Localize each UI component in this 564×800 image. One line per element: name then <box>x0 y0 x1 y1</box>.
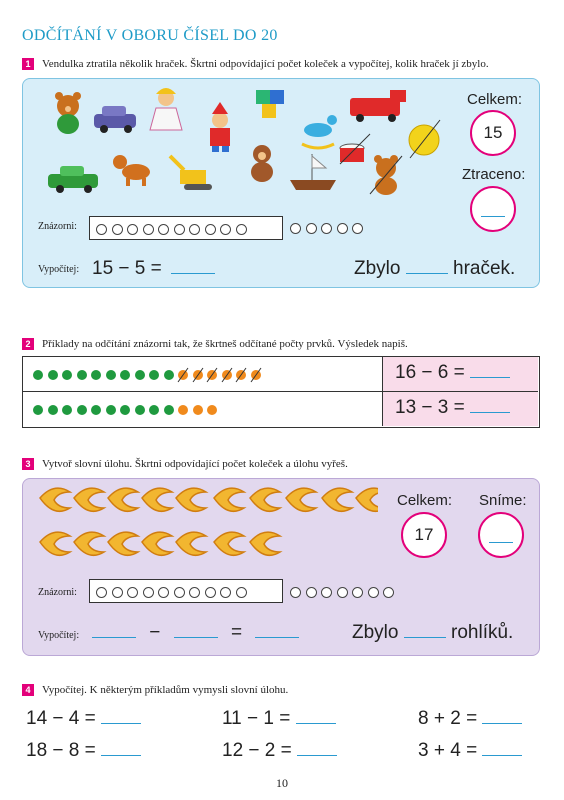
toys-illustration <box>40 84 460 208</box>
green-dot <box>77 405 87 415</box>
circle-mark[interactable] <box>96 224 107 235</box>
circle-mark[interactable] <box>321 223 332 234</box>
task2-row2-dots <box>23 392 383 426</box>
task4-equation <box>222 740 337 762</box>
green-dot <box>62 370 72 380</box>
celkem-value: 15 <box>483 123 503 142</box>
circle-box <box>89 579 283 603</box>
extra-circles <box>290 221 368 239</box>
roll-icon <box>322 488 352 511</box>
roll-icon <box>74 532 104 555</box>
task2-row1-equation <box>383 357 538 392</box>
celkem-circle <box>470 110 516 156</box>
equation-answer-blank[interactable] <box>482 723 522 724</box>
circle-mark[interactable] <box>96 587 107 598</box>
znazorni3-label: Znázorni: <box>38 587 77 598</box>
excavator-icon <box>170 156 212 190</box>
equation-text: 8 + 2 = <box>418 708 478 729</box>
equation-text: 18 − 8 = <box>26 740 96 761</box>
green-dot <box>164 405 174 415</box>
circle-mark[interactable] <box>158 224 169 235</box>
building-blocks-icon <box>256 90 284 118</box>
answer-prefix: Zbylo <box>352 622 399 643</box>
roll-icon <box>108 532 138 555</box>
circle-mark[interactable] <box>236 587 247 598</box>
equation-answer-blank[interactable] <box>297 755 337 756</box>
circle-mark[interactable] <box>143 224 154 235</box>
roll-icon <box>40 488 70 511</box>
ship-icon <box>290 154 336 190</box>
circle-mark[interactable] <box>352 587 363 598</box>
circle-mark[interactable] <box>143 587 154 598</box>
monkey-icon <box>251 145 273 182</box>
orange-dot[interactable] <box>207 405 217 415</box>
roll-icon <box>142 532 172 555</box>
circle-mark[interactable] <box>220 224 231 235</box>
task4-instruction: Vypočítej. K některým příkladům vymysli slovní úlohu. <box>42 684 289 696</box>
task4-equation <box>222 708 336 730</box>
roll-icon <box>214 488 244 511</box>
circle-mark[interactable] <box>189 224 200 235</box>
fire-truck-icon <box>350 90 406 122</box>
circle-mark[interactable] <box>290 223 301 234</box>
task2-header <box>22 338 408 350</box>
circle-mark[interactable] <box>205 224 216 235</box>
green-dot <box>106 405 116 415</box>
minus-sign: − <box>149 622 161 643</box>
task2-row1-dots <box>23 357 383 392</box>
answer-blank[interactable] <box>406 273 448 274</box>
green-dot <box>77 370 87 380</box>
equation-answer-blank[interactable] <box>470 412 510 413</box>
green-dot <box>91 405 101 415</box>
task4-header <box>22 684 288 696</box>
page-title: ODČÍTÁNÍ V OBORU ČÍSEL DO 20 <box>22 27 278 44</box>
roll-icon <box>214 532 244 555</box>
circle-mark[interactable] <box>236 224 247 235</box>
equation-answer-blank[interactable] <box>470 377 510 378</box>
ball-icon <box>409 120 440 158</box>
roll-icon <box>142 488 172 511</box>
green-dot <box>120 405 130 415</box>
task3-header <box>22 458 348 470</box>
circle-mark[interactable] <box>174 224 185 235</box>
celkem3-circle <box>401 512 447 558</box>
doll-icon <box>150 88 182 130</box>
task4-number: 4 <box>22 684 34 696</box>
ztraceno-answer-blank[interactable] <box>481 216 505 217</box>
circle-mark[interactable] <box>368 587 379 598</box>
circle-mark[interactable] <box>321 587 332 598</box>
extra-circles <box>290 585 399 603</box>
green-dot <box>48 370 58 380</box>
celkem-label: Celkem: <box>467 91 523 108</box>
answer-suffix: hraček. <box>453 258 516 279</box>
orange-dot-crossed[interactable] <box>236 370 246 380</box>
roll-icon <box>356 488 378 511</box>
circle-mark[interactable] <box>306 223 317 234</box>
circle-mark[interactable] <box>189 587 200 598</box>
vypocitej-label: Vypočítej: <box>38 264 80 275</box>
equation-answer-blank[interactable] <box>296 723 336 724</box>
answer-prefix: Zbylo <box>354 258 401 279</box>
equation-text: 12 − 2 = <box>222 740 292 761</box>
circle-mark[interactable] <box>337 223 348 234</box>
snime-label: Sníme: <box>479 492 527 509</box>
task2-instruction: Příklady na odčítání znázorni tak, že škrtneš odčítané počty prvků. Výsledek napiš. <box>42 338 408 350</box>
car-icon <box>94 106 136 133</box>
result-blank[interactable] <box>255 637 299 638</box>
roll-icon <box>74 488 104 511</box>
task3-number: 3 <box>22 458 34 470</box>
task2-number: 2 <box>22 338 34 350</box>
green-dot <box>135 405 145 415</box>
equation-text: 13 − 3 = <box>395 397 465 418</box>
orange-dot-crossed[interactable] <box>207 370 217 380</box>
roll-icon <box>108 488 138 511</box>
celkem3-value: 17 <box>414 525 434 544</box>
green-dot <box>164 370 174 380</box>
znazorni-label: Znázorni: <box>38 221 77 232</box>
task4-equation <box>26 708 141 730</box>
equation-text: 14 − 4 = <box>26 708 96 729</box>
rolls-illustration <box>38 484 378 572</box>
green-dot <box>149 405 159 415</box>
task1-instruction: Vendulka ztratila několik hraček. Škrtni odpovídající počet koleček a vypočítej, kolik hraček jí zbylo. <box>42 58 489 70</box>
teddy-bear-icon <box>370 155 402 195</box>
circle-mark[interactable] <box>220 587 231 598</box>
green-dot <box>120 370 130 380</box>
roll-icon <box>176 488 206 511</box>
roll-icon <box>250 488 280 511</box>
green-dot <box>149 370 159 380</box>
task3-instruction: Vytvoř slovní úlohu. Škrtni odpovídající počet koleček a úlohu vyřeš. <box>42 458 348 470</box>
orange-dot[interactable] <box>178 405 188 415</box>
task4-equation <box>418 708 522 730</box>
equation-answer-blank[interactable] <box>101 755 141 756</box>
clown-icon <box>210 102 230 152</box>
dog-icon <box>113 155 150 186</box>
circle-mark[interactable] <box>290 587 301 598</box>
equals-sign: = <box>230 622 243 643</box>
circle-mark[interactable] <box>205 587 216 598</box>
circle-mark[interactable] <box>174 587 185 598</box>
ztraceno-label: Ztraceno: <box>462 166 526 183</box>
equation-answer-blank[interactable] <box>101 723 141 724</box>
circle-mark[interactable] <box>352 223 363 234</box>
toy-car-icon <box>48 166 98 193</box>
snime-answer-blank[interactable] <box>489 542 513 543</box>
equation-text: 11 − 1 = <box>222 708 291 729</box>
drum-icon <box>340 134 370 164</box>
roll-icon <box>40 532 70 555</box>
task3-equation <box>92 622 299 644</box>
circle-box <box>89 216 283 240</box>
task1-number: 1 <box>22 58 34 70</box>
equation-text: 16 − 6 = <box>395 362 465 383</box>
equation-text: 3 + 4 = <box>418 740 478 761</box>
green-dot <box>91 370 101 380</box>
task4-equation <box>26 740 141 762</box>
green-dot <box>33 370 43 380</box>
operand-blank[interactable] <box>92 637 136 638</box>
orange-dot-crossed[interactable] <box>222 370 232 380</box>
circle-mark[interactable] <box>337 587 348 598</box>
celkem3-label: Celkem: <box>397 492 453 509</box>
orange-dot-crossed[interactable] <box>193 370 203 380</box>
ztraceno-circle[interactable] <box>470 186 516 232</box>
teddy-bear-icon <box>55 92 81 134</box>
page-number: 10 <box>276 776 288 790</box>
task1-equation <box>92 258 215 280</box>
task2-row2-equation <box>383 392 538 426</box>
circle-mark[interactable] <box>112 224 123 235</box>
green-dot <box>62 405 72 415</box>
circle-mark[interactable] <box>158 587 169 598</box>
circle-mark[interactable] <box>383 587 394 598</box>
green-dot <box>33 405 43 415</box>
green-dot <box>48 405 58 415</box>
task1-header <box>22 58 489 70</box>
task3-answer-sentence <box>352 622 513 644</box>
task1-answer-sentence <box>354 258 515 280</box>
green-dot <box>106 370 116 380</box>
green-dot <box>135 370 145 380</box>
vypocitej3-label: Vypočítej: <box>38 630 80 641</box>
orange-dot[interactable] <box>193 405 203 415</box>
equation-answer-blank[interactable] <box>482 755 522 756</box>
circle-mark[interactable] <box>306 587 317 598</box>
circle-mark[interactable] <box>127 587 138 598</box>
roll-icon <box>250 532 280 555</box>
roll-icon <box>286 488 316 511</box>
task2-table <box>22 356 540 428</box>
answer-blank[interactable] <box>404 637 446 638</box>
orange-dot-crossed[interactable] <box>178 370 188 380</box>
equation-answer-blank[interactable] <box>171 273 215 274</box>
rocking-horse-icon <box>302 115 337 148</box>
equation-text: 15 − 5 = <box>92 258 162 279</box>
task4-equation <box>418 740 522 762</box>
orange-dot-crossed[interactable] <box>251 370 261 380</box>
circle-mark[interactable] <box>127 224 138 235</box>
snime-circle[interactable] <box>478 512 524 558</box>
circle-mark[interactable] <box>112 587 123 598</box>
answer-suffix: rohlíků. <box>451 622 514 643</box>
roll-icon <box>176 532 206 555</box>
operand-blank[interactable] <box>174 637 218 638</box>
